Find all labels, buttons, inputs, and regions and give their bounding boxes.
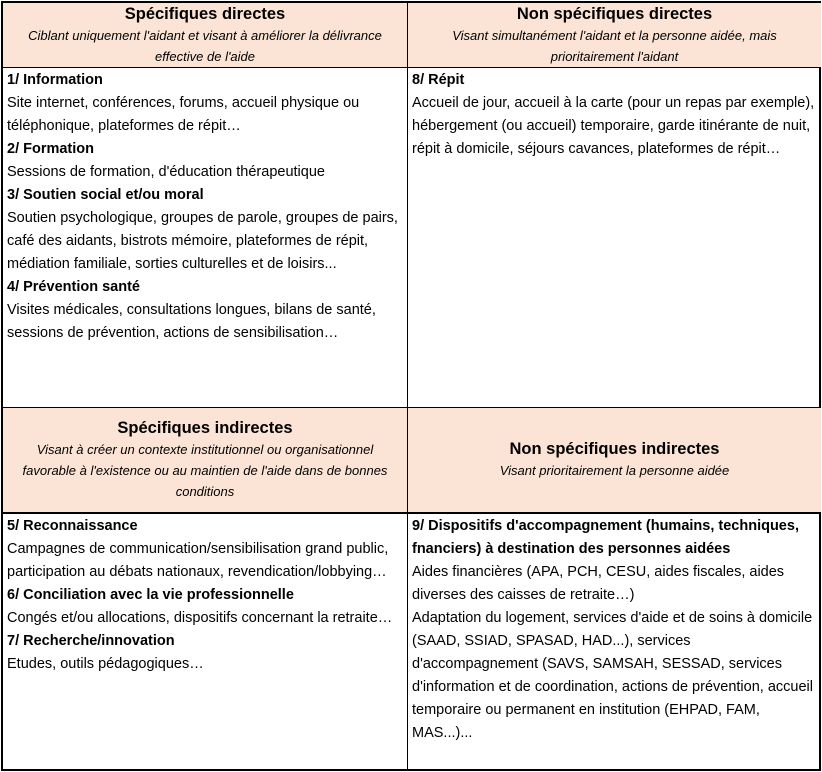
item-title: 4/ Prévention santé <box>7 279 140 295</box>
item-title: 6/ Conciliation avec la vie professionnelle <box>7 587 294 603</box>
item-text: Campagnes de communication/sensibilisation grand public, participation au débats nationaux, revendication/lobbying… <box>7 541 389 580</box>
aid-typology-table <box>1 1 821 771</box>
header-subtitle: Ciblant uniquement l'aidant et visant à améliorer la délivrance effective de l'aide <box>28 27 382 64</box>
header-nonspecific-direct <box>408 3 821 68</box>
header-specific-direct <box>3 3 408 68</box>
header-subtitle: Visant simultanément l'aidant et la personne aidée, mais prioritairement l'aidant <box>452 27 777 64</box>
body-specific-direct <box>3 68 408 408</box>
header-title: Spécifiques directes <box>124 4 286 23</box>
header-subtitle: Visant prioritairement la personne aidée <box>499 463 730 478</box>
body-nonspecific-direct <box>408 68 821 408</box>
item-text: Visites médicales, consultations longues, bilans de santé, sessions de prévention, actions de sensibilisation… <box>7 302 376 341</box>
item-text: Sessions de formation, d'éducation thérapeutique <box>7 164 325 180</box>
item-title: 5/ Reconnaissance <box>7 518 138 534</box>
body-nonspecific-indirect <box>408 514 821 769</box>
item-title: 9/ Dispositifs d'accompagnement (humains, techniques, fnanciers) à destination des personnes aidées <box>412 518 799 557</box>
item-text: Site internet, conférences, forums, accueil physique ou téléphonique, plateformes de répit… <box>7 95 360 134</box>
header-subtitle: Visant à créer un contexte institutionnel ou organisationnel favorable à l'existence ou au maintien de l'aide dans de bonnes conditions <box>22 442 388 499</box>
header-title: Non spécifiques indirectes <box>509 440 720 458</box>
item-text: Adaptation du logement, services d'aide et de soins à domicile (SAAD, SSIAD, SPASAD, HAD...), services d'accompagnement (SAVS, SAMSAH, SESSAD, services d'information et de coordination, actions de prévention, accueil temporaire ou permanent en institution (EHPAD, FAM, MAS...)... <box>412 610 813 741</box>
header-title: Non spécifiques directes <box>516 4 713 23</box>
item-title: 3/ Soutien social et/ou moral <box>7 187 204 203</box>
item-title: 8/ Répit <box>412 72 465 88</box>
item-text: Soutien psychologique, groupes de parole, groupes de pairs, café des aidants, bistrots mémoire, plateformes de répit, médiation familiale, sorties culturelles et de loisirs... <box>7 210 398 272</box>
body-specific-indirect <box>3 514 408 769</box>
item-text: Accueil de jour, accueil à la carte (pour un repas par exemple), hébergement (ou accueil) temporaire, garde itinérante de nuit, répit à domicile, séjours cavances, plateformes de répit… <box>412 95 815 157</box>
item-text: Etudes, outils pédagogiques… <box>7 656 204 672</box>
item-text: Congés et/ou allocations, dispositifs concernant la retraite… <box>7 610 393 626</box>
header-specific-indirect <box>3 408 408 514</box>
item-text: Aides financières (APA, PCH, CESU, aides fiscales, aides diverses des caisses de retraite…) <box>412 564 785 603</box>
header-nonspecific-indirect <box>408 408 821 514</box>
item-title: 1/ Information <box>7 72 103 88</box>
header-title: Spécifiques indirectes <box>117 419 293 437</box>
item-title: 7/ Recherche/innovation <box>7 633 175 649</box>
item-title: 2/ Formation <box>7 141 95 157</box>
